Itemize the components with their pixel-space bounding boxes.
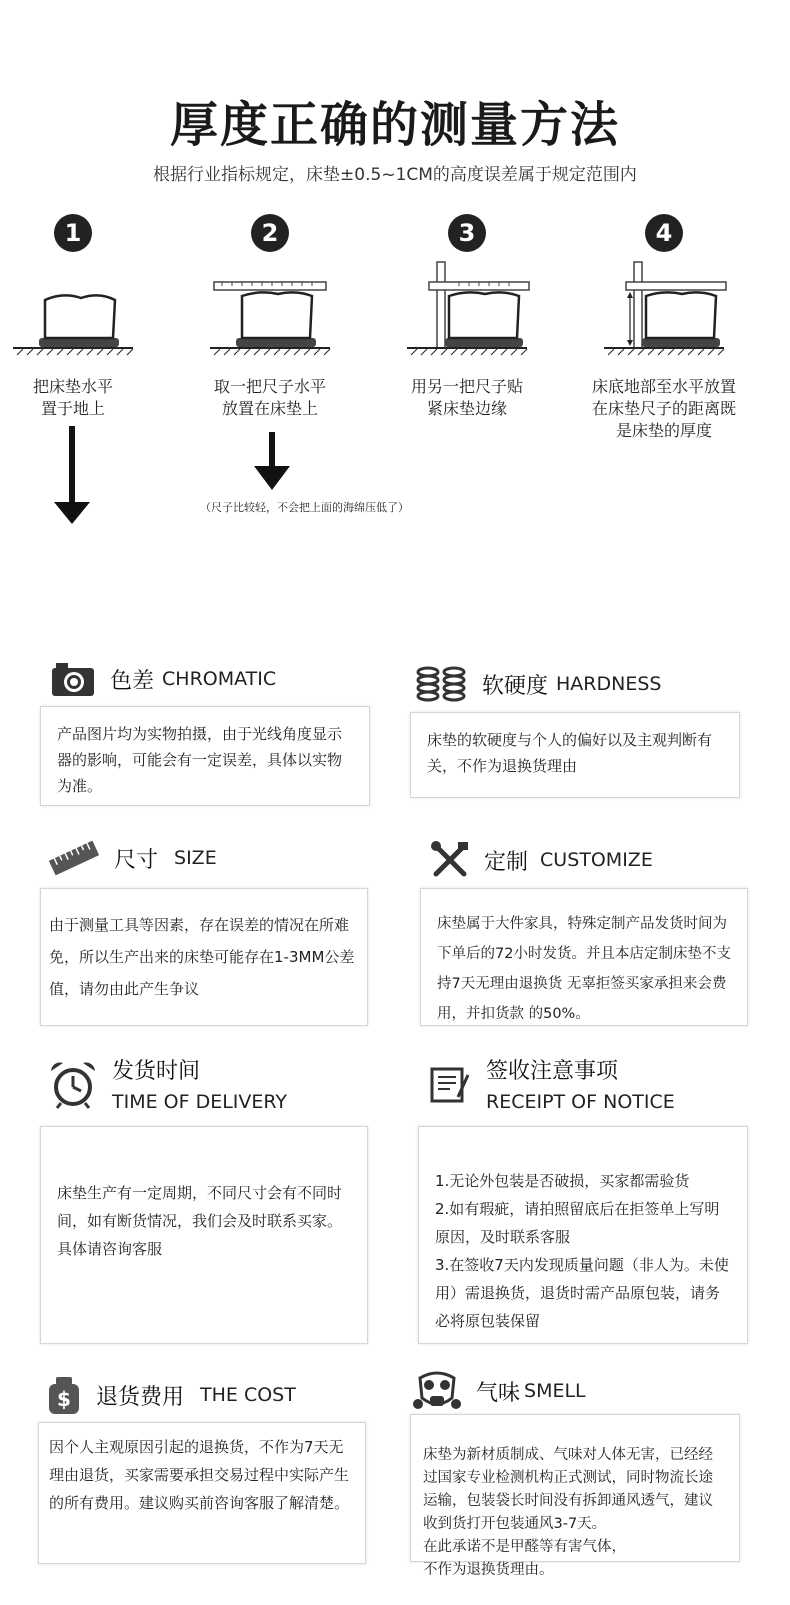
section-body: 床垫为新材质制成、气味对人体无害，已经经过国家专业检测机构正式测试，同时物流长途运输，包装袋长时间没有拆卸通风透气，建议收到货打开包装通风3-7天。 在此承诺不是甲醛等有害气体， 不作为退换货理由。 [423, 1447, 713, 1578]
section-header-customize [430, 840, 653, 880]
svg-text:$: $ [57, 1387, 71, 1411]
tools-icon [430, 840, 470, 880]
section-title-en: SMELL [524, 1380, 586, 1402]
section-title-en: CHROMATIC [162, 668, 277, 690]
section-body: 产品图片均为实物拍摄，由于光线角度显示器的影响，可能会有一定误差，具体以实物为准。 [57, 725, 343, 795]
section-title-zh: 签收注意事项 [486, 1059, 619, 1084]
section-title-en: THE COST [200, 1384, 296, 1406]
smell-box [410, 1414, 740, 1578]
gas-mask-icon [412, 1368, 462, 1414]
section-body: 因个人主观原因引起的退换货，不作为7天无理由退货，买家需要承担交易过程中实际产生的所有费用。建议购买前咨询客服了解清楚。 [49, 1438, 350, 1512]
step-1 [0, 214, 168, 420]
step-number: 2 [251, 214, 289, 252]
down-arrow-icon [252, 432, 292, 492]
step-3 [372, 214, 562, 420]
hardness-box [410, 712, 740, 798]
alarm-clock-icon [48, 1059, 98, 1109]
section-header-delivery [48, 1054, 287, 1113]
down-arrow-icon [52, 426, 92, 526]
section-header-smell [412, 1368, 586, 1414]
section-title-en: TIME OF DELIVERY [112, 1091, 287, 1113]
mattress-on-floor-icon [3, 260, 143, 360]
section-header-receipt [430, 1054, 675, 1113]
step-number: 4 [645, 214, 683, 252]
section-title-zh: 色差 [110, 668, 155, 694]
section-header-hardness [416, 664, 661, 704]
section-title-en: RECEIPT OF NOTICE [486, 1091, 675, 1113]
step-2 [175, 214, 365, 420]
camera-icon [50, 660, 96, 698]
section-body: 床垫属于大件家具，特殊定制产品发货时间为下单后的72小时发货。并且本店定制床垫不支持7天无理由退换货 无辜拒签买家承担来会费用，并扣货款 的50%。 [437, 916, 731, 1022]
section-body: 床垫的软硬度与个人的偏好以及主观判断有关，不作为退换货理由 [427, 731, 713, 775]
chromatic-box [40, 706, 370, 806]
section-title-zh: 尺寸 [114, 847, 159, 873]
section-title-zh: 软硬度 [482, 673, 549, 699]
section-header-size [48, 838, 217, 878]
spring-icon [416, 664, 468, 704]
step-text: 用另一把尺子贴 紧床垫边缘 [410, 377, 523, 418]
section-title-zh: 定制 [484, 849, 529, 875]
section-body: 由于测量工具等因素，存在误差的情况在所难免，所以生产出来的床垫可能存在1-3MM公差值，请勿由此产生争议 [49, 916, 355, 998]
step-number: 3 [448, 214, 486, 252]
section-title-en: CUSTOMIZE [540, 849, 653, 871]
receipt-box [418, 1126, 748, 1344]
page-title: 厚度正确的测量方法 [169, 97, 620, 153]
cost-box [38, 1422, 366, 1564]
delivery-box [40, 1126, 368, 1344]
section-body: 1.无论外包装是否破损，买家都需验货 2.如有瑕疵，请拍照留底后在拒签单上写明原因，及时联系客服 3.在签收7天内发现质量问题（非人为。未使用）需退换货，退货时需产品原包装，请务必将原包装保留 [435, 1172, 729, 1330]
page-subtitle: 根据行业指标规定，床垫±0.5~1CM的高度误差属于规定范围内 [153, 165, 637, 185]
step-text: 床底地部至水平放置 在床垫尺子的距离既 是床垫的厚度 [591, 377, 736, 440]
money-bag-icon [46, 1374, 82, 1416]
section-title-zh: 退货费用 [96, 1384, 185, 1410]
section-body: 床垫生产有一定周期，不同尺寸会有不同时间，如有断货情况，我们会及时联系买家。具体请咨询客服 [57, 1184, 343, 1258]
arrow-note: （尺子比较轻，不会把上面的海绵压低了） [200, 501, 409, 514]
section-header-cost [46, 1374, 296, 1416]
step-number: 1 [54, 214, 92, 252]
step-4 [569, 214, 759, 442]
clipboard-icon [430, 1063, 472, 1105]
mattress-two-rulers-icon [397, 260, 537, 360]
size-box [40, 888, 368, 1026]
ruler-icon [48, 838, 100, 878]
customize-box [420, 888, 748, 1026]
step-text: 把床垫水平 置于地上 [32, 377, 113, 418]
section-header-chromatic [50, 660, 276, 698]
section-title-en: SIZE [174, 847, 217, 869]
section-title-zh: 发货时间 [112, 1059, 201, 1084]
mattress-thickness-measure-icon [594, 260, 734, 360]
step-text: 取一把尺子水平 放置在床垫上 [213, 377, 326, 418]
section-title-en: HARDNESS [556, 673, 662, 695]
section-title-zh: 气味 [476, 1380, 521, 1406]
mattress-with-ruler-icon [200, 260, 340, 360]
